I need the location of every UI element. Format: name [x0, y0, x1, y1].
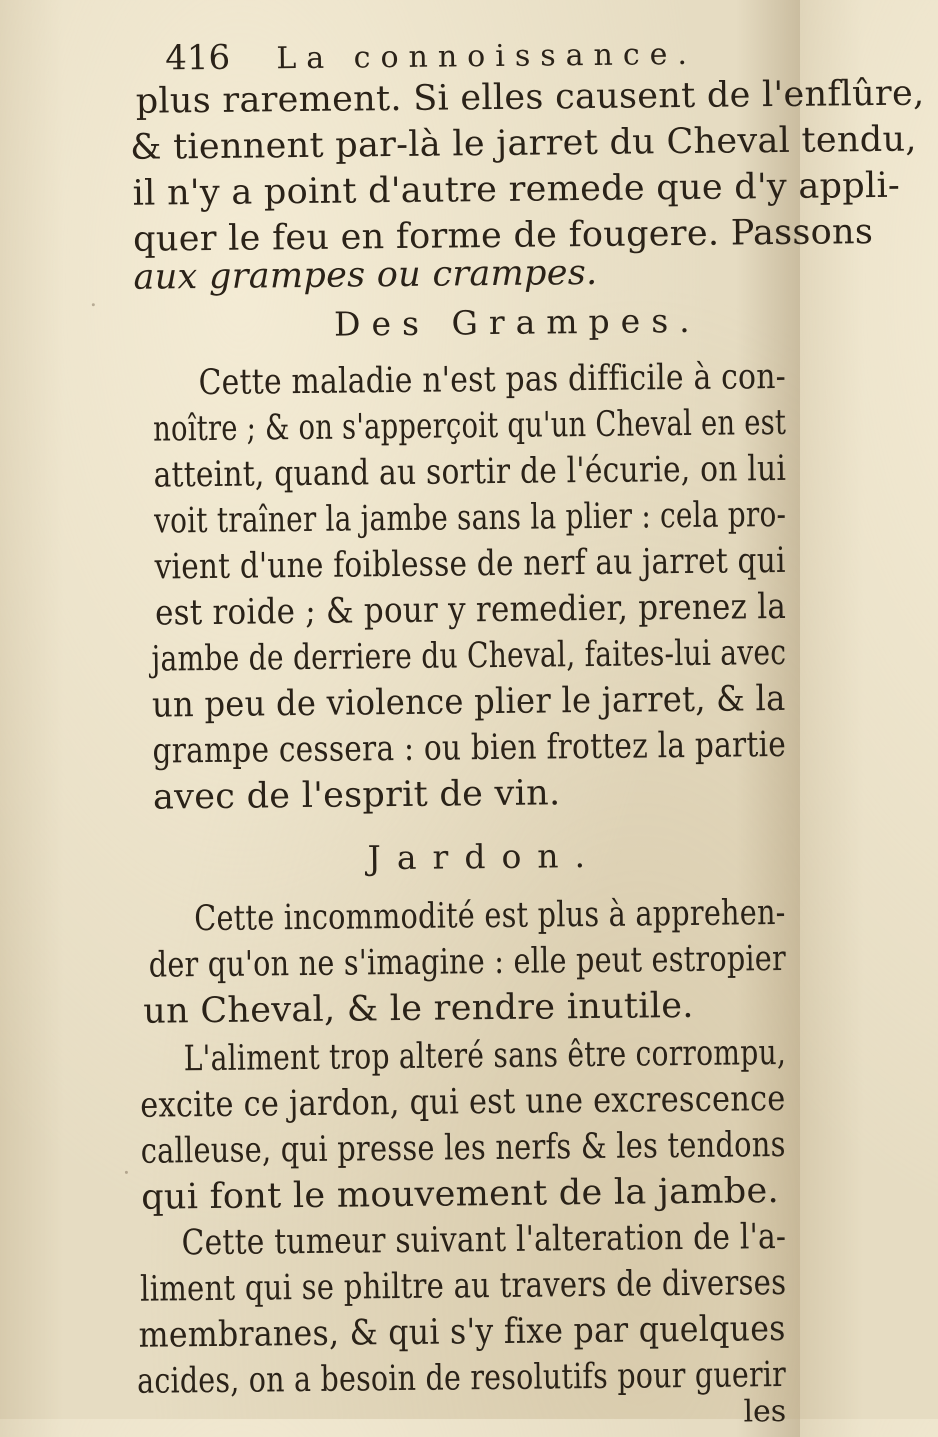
- text-line: grampe cessera : ou bien frottez la partie: [152, 724, 787, 772]
- text-line: Cette incommodité est plus à apprehen-: [194, 892, 786, 940]
- text-line: plus rarement. Si elles causent de l'enflûre,: [135, 73, 925, 122]
- running-header: [165, 33, 697, 79]
- text-line: Cette tumeur suivant l'alteration de l'a-: [181, 1216, 787, 1264]
- text-line: un Cheval, & le rendre inutile.: [143, 985, 694, 1032]
- text-line: excite ce jardon, qui est une excrescence: [140, 1078, 786, 1126]
- text-line: noître ; & on s'apperçoit qu'un Cheval en est: [152, 402, 787, 450]
- text-line: est roide ; & pour y remedier, prenez la: [154, 586, 787, 634]
- text-line: acides, on a besoin de resolutifs pour guerir: [136, 1354, 787, 1402]
- text-line: quer le feu en forme de fougere. Passons: [132, 212, 874, 260]
- paper-speck: [92, 303, 95, 306]
- text-line: calleuse, qui presse les nerfs & les tendons: [140, 1124, 786, 1172]
- catchword: les: [743, 1393, 787, 1430]
- section-heading-grampes: Des Grampes.: [333, 300, 701, 344]
- text-line: Cette maladie n'est pas difficile à con-: [198, 356, 787, 404]
- section-heading-jardon: Jardon.: [367, 835, 602, 878]
- text-line: aux grampes ou crampes.: [133, 252, 598, 298]
- text-line: vient d'une foiblesse de nerf au jarret qui: [154, 540, 786, 588]
- text-line: liment qui se philtre au travers de diverses: [139, 1262, 787, 1310]
- paper-speck: [125, 1171, 128, 1174]
- paper-speck: [647, 1377, 650, 1380]
- text-line: qui font le mouvement de la jambe.: [140, 1171, 780, 1218]
- text-line: avec de l'esprit de vin.: [152, 773, 561, 818]
- text-line: der qu'on ne s'imagine : elle peut estropier: [148, 938, 787, 986]
- text-line: jambe de derriere du Cheval, faites-lui avec: [151, 632, 787, 680]
- running-title: La connoissance.: [276, 36, 698, 77]
- text-line: L'aliment trop alteré sans être corrompu,: [183, 1032, 787, 1080]
- text-line: membranes, & qui s'y fixe par quelques: [138, 1308, 786, 1356]
- text-line: un peu de violence plier le jarret, & la: [151, 678, 786, 726]
- text-line: il n'y a point d'autre remede que d'y appli-: [132, 165, 901, 214]
- text-line: atteint, quand au sortir de l'écurie, on lui: [153, 448, 787, 496]
- page-number: 416: [165, 37, 231, 79]
- text-line: voit traîner la jambe sans la plier : cela pro-: [153, 494, 787, 542]
- text-line: & tiennent par-là le jarret du Cheval tendu,: [129, 119, 917, 168]
